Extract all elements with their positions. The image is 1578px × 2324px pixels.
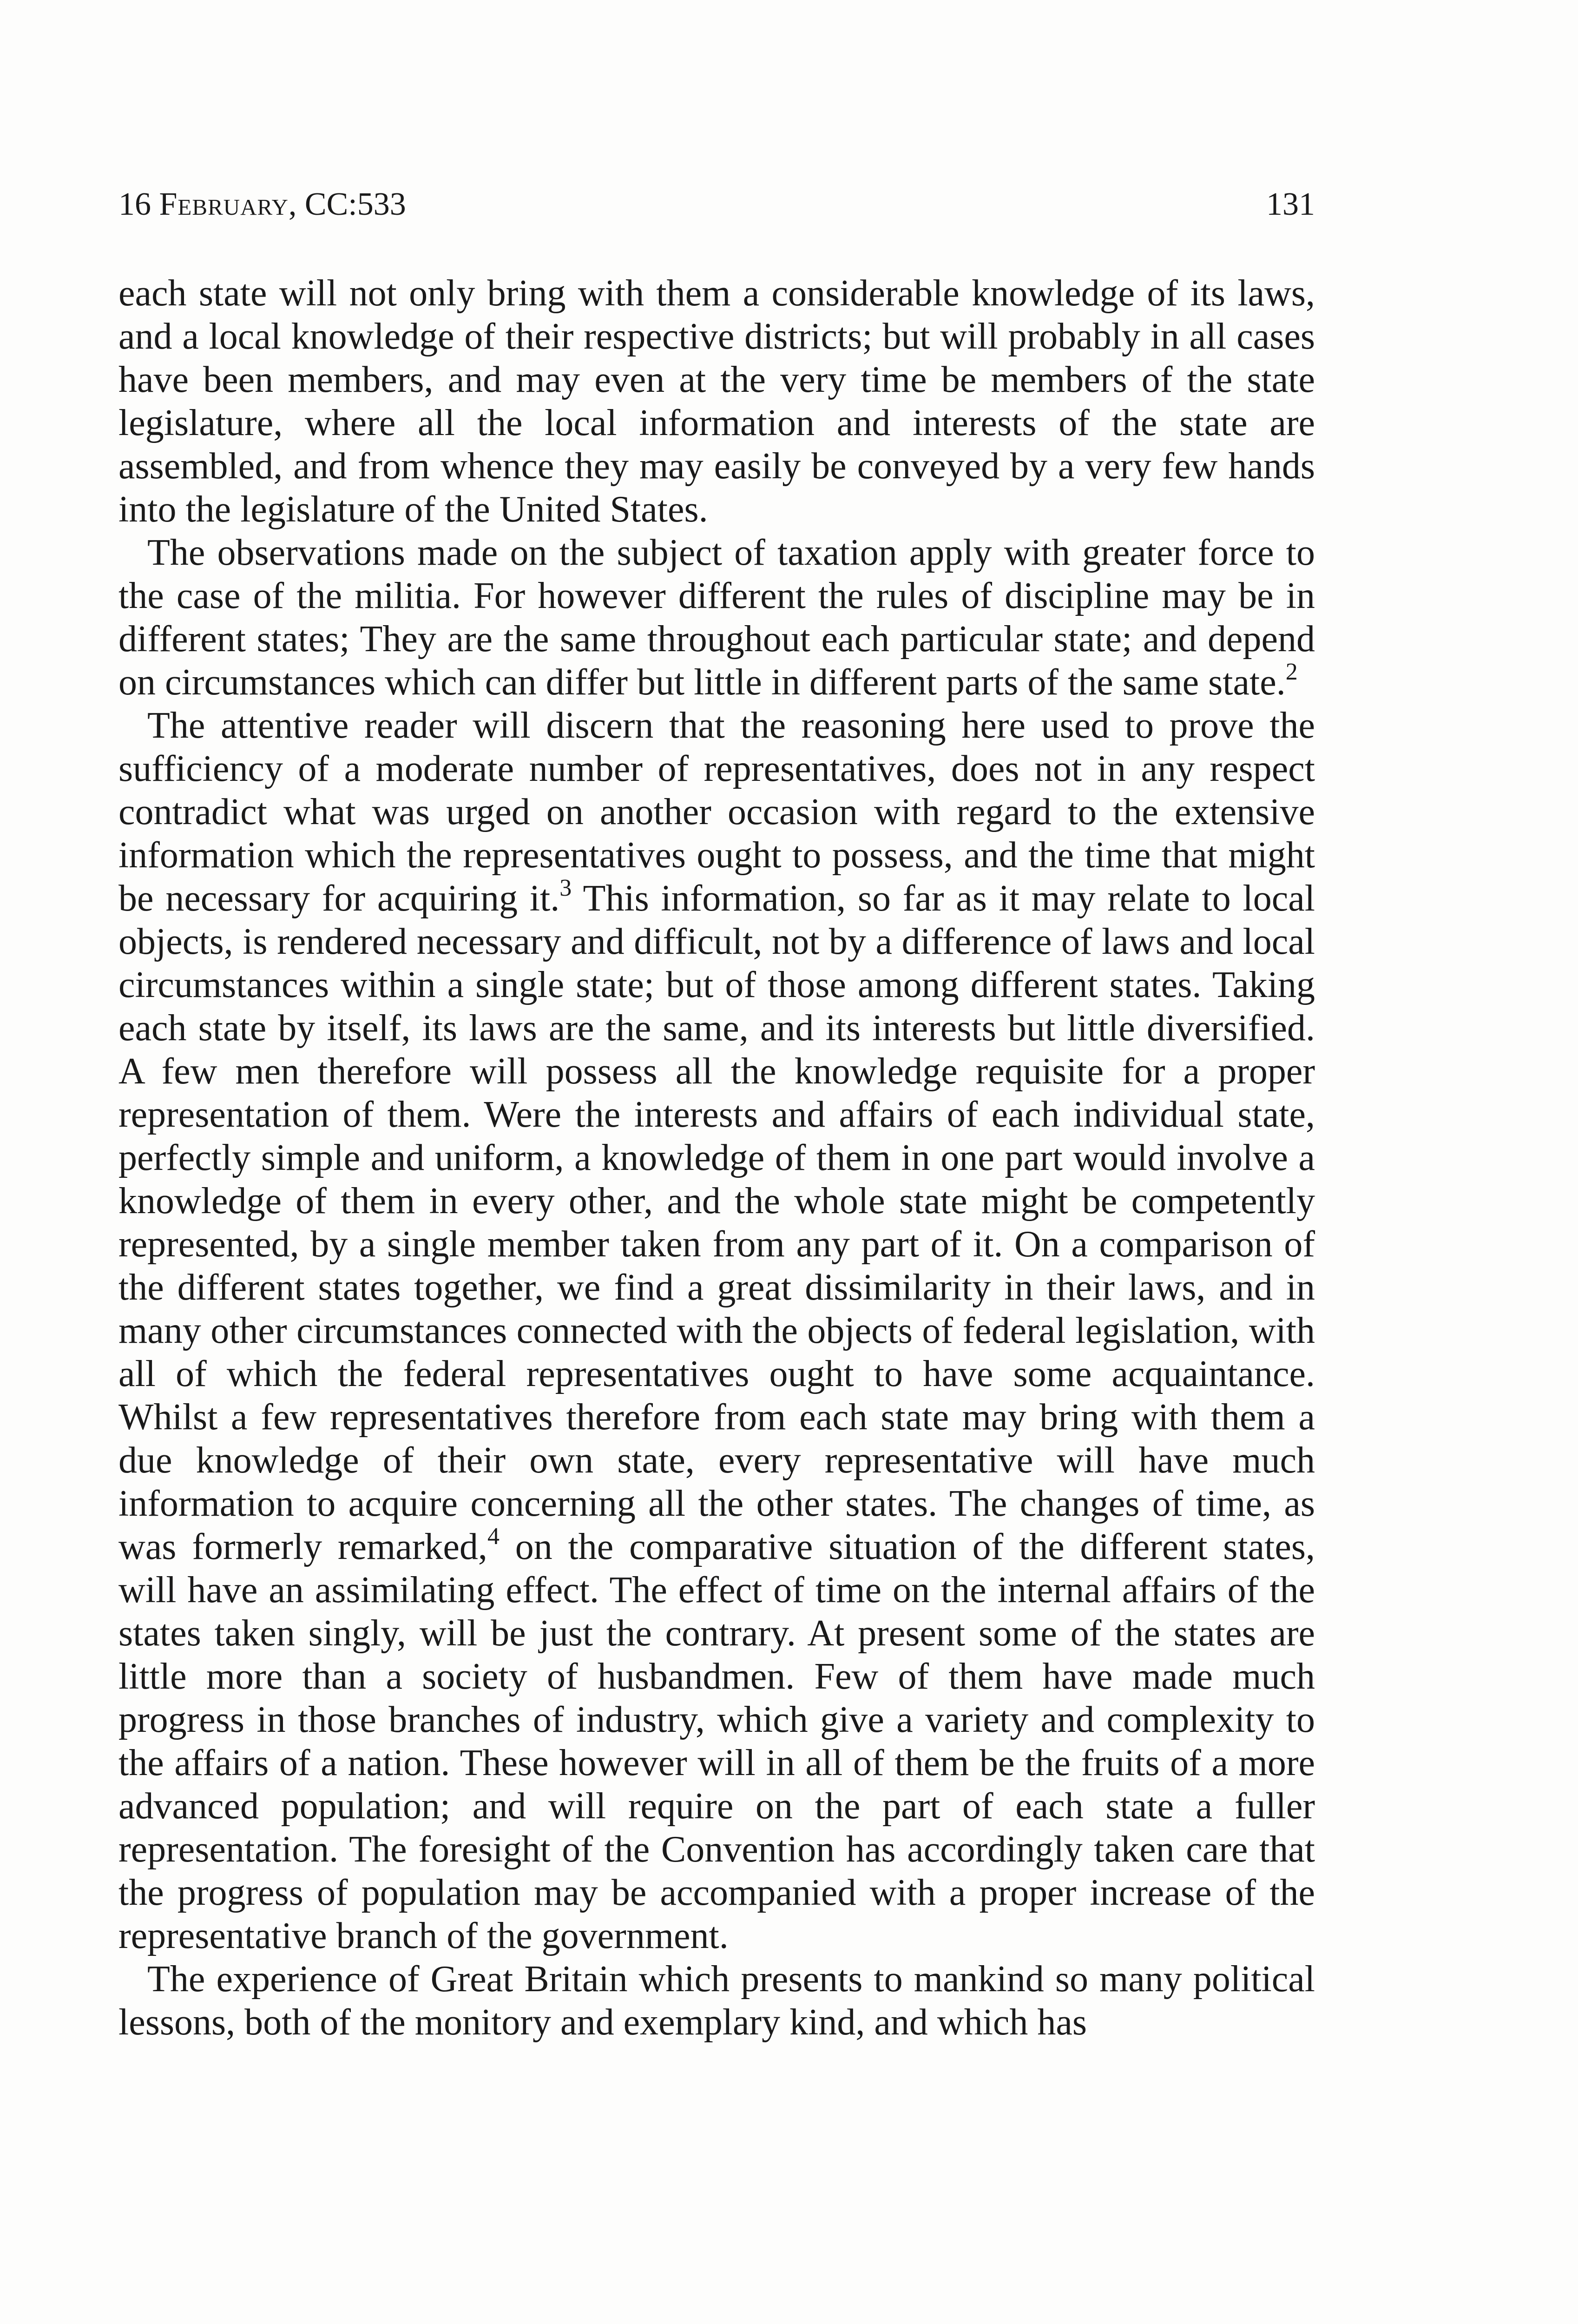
header-date-prefix: 16 (118, 186, 159, 222)
footnote-ref-2: 2 (1285, 659, 1298, 686)
body-text (118, 272, 1315, 2044)
footnote-ref-3: 3 (559, 875, 572, 902)
paragraph-text-part2: This information, so far as it may relate to local objects, is rendered necessary and difficult, not by a difference of laws and local circumstances within a single state; but of those among different states. Taking each state by itself, its laws are the same, and its interests but little diversified. A few men therefore will possess all the knowledge requisite for a proper representation of them. Were the interests and affairs of each individual state, perfectly simple and uniform, a knowledge of them in one part would involve a knowledge of them in every other, and the whole state might be competently represented, by a single member taken from any part of it. On a comparison of the different states together, we find a great dissimilarity in their laws, and in many other circumstances connected with the objects of federal legislation, with all of which the federal representatives ought to have some acquaintance. Whilst a few representatives therefore from each state may bring with them a due knowledge of their own state, every representative will have much information to acquire concerning all the other states. The changes of time, as was formerly remarked, (118, 878, 1315, 1567)
footnote-ref-4: 4 (487, 1523, 500, 1550)
header-doc-ref: , CC:533 (288, 186, 406, 222)
paragraph-text-part3: on the comparative situation of the different states, will have an assimilating effect. The effect of time on the internal affairs of the states taken singly, will be just the contrary. At present some of the states are little more than a society of husbandmen. Few of them have made much progress in those branches of industry, which give a variety and complexity to the affairs of a nation. These however will in all of them be the fruits of a more advanced population; and will require on the part of each state a fuller representation. The foresight of the Convention has accordingly taken care that the progress of population may be accompanied with a proper increase of the representative branch of the government. (118, 1526, 1315, 1956)
paragraph-continued: each state will not only bring with them a considerable knowledge of its laws, and a local knowledge of their respective districts; but will probably in all cases have been members, and may even at the very time be members of the state legislature, where all the local information and interests of the state are assembled, and from whence they may easily be conveyed by a very few hands into the legislature of the United States. (118, 273, 1315, 530)
page-number: 131 (1266, 186, 1315, 222)
paragraph-great-britain: The experience of Great Britain which presents to mankind so many political lessons, both of the monitory and exemplary kind, and which has (118, 1959, 1315, 2043)
paragraph-text: The observations made on the subject of taxation apply with greater force to the case of the militia. For however different the rules of discipline may be in different states; They are the same throughout each particular state; and depend on circumstances which can differ but little in different parts of the same state. (118, 532, 1315, 703)
paragraph-text-part1: The attentive reader will discern that the reasoning here used to prove the sufficiency of a moderate number of representatives, does not in any respect contradict what was urged on another occasion with regard to the extensive information which the representatives ought to possess, and the time that might be necessary for acquiring it. (118, 705, 1315, 919)
paragraph-militia (118, 531, 1315, 704)
running-head (118, 179, 1315, 230)
running-head-left (118, 179, 406, 230)
paragraph-attentive-reader (118, 704, 1315, 1958)
header-month: February (159, 186, 289, 222)
